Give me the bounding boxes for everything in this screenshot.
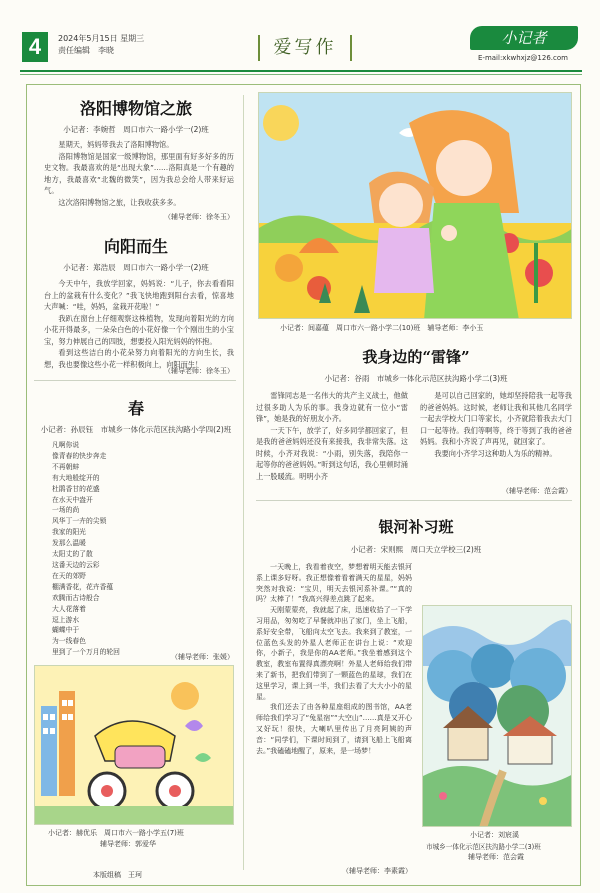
byline-spring: 小记者：孙辰钰 市城乡一体化示范区扶沟路小学四(2)班	[40, 425, 232, 434]
paragraph: 雷锋同志是一名伟大的共产主义战士，他做过很多助人为乐的事。我身边就有一位小“雷锋”，她是我的好朋友小齐。	[256, 391, 408, 423]
motorbike-drawing	[35, 666, 234, 825]
article-title-luoyang: 洛阳博物馆之旅	[79, 99, 192, 118]
byline-luoyang: 小记者：李婉哲 周口市六一路小学一(2)班	[63, 125, 209, 134]
poem-line: 发那么温暖	[52, 539, 86, 548]
teacher-xiangyang: （辅导老师：徐冬玉）	[164, 367, 234, 375]
article-body-leifeng-col2	[420, 390, 572, 459]
byline-leifeng: 小记者：谷雨 市城乡一体化示范区扶沟路小学二(3)班	[324, 374, 508, 383]
village-drawing	[423, 606, 572, 827]
article-body-yinhe	[256, 562, 412, 756]
poem-line: 这番天边的云彩	[52, 560, 100, 569]
article-title-leifeng: 我身边的“雷锋”	[362, 348, 470, 366]
paragraph: 一天晚上，我看着夜空，梦想着明天能去银河系上课多好呀。我正想像着看着满天的星星，妈妈突然对我说：“宝贝，明天去银河系补课。”“真的吗？太棒了！”我高兴得差点跳了起来。	[256, 563, 412, 604]
poem-line: 杜鹃香甘的花盛	[52, 484, 100, 493]
caption-village-teacher: 辅导老师：范会霞	[468, 853, 524, 861]
poem-line: 一场的尚	[52, 506, 80, 515]
paragraph: 我要向小齐学习这种助人为乐的精神。	[434, 448, 557, 458]
poem-line: 为一线春色	[52, 637, 86, 646]
poem-line: 凡啊你说	[52, 441, 80, 449]
header-rule	[20, 70, 582, 72]
paragraph: 看到这些洁白的小花朵努力向着阳光的方向生长，我想，我也要像这些小花一样积极向上，向阳而生！	[44, 348, 234, 369]
paragraph: 天刚蒙蒙亮，我就起了床，迅速收拾了一下学习用品，匆匆吃了早餐就冲出了家门，坐上飞船，系好安全带，飞船向太空飞去。我来到了教室，一位蓝色头发的外星人老师正在讲台上说：“欢迎你，小新子，我是你的AA老师。”我坐着感到这个教室，教室布置得真漂亮啊！外星人老师给我们带来了新书，把我们带到了一颗蓝色的星球，我们在这里学习，课上到一半，我们去看了大大小小的星星。	[256, 606, 412, 701]
caption-village: 小记者：刘宸溪	[470, 831, 519, 839]
paragraph: 星期天，妈妈带我去了洛阳博物馆。	[58, 140, 174, 149]
editor-credit: 责任编辑 李晓	[58, 46, 114, 55]
poem-line: 在天的郊野	[52, 571, 86, 580]
article-body-luoyang	[44, 139, 234, 208]
paragraph: 我们还去了由各种星座组成的图书馆，AA老师给我们学习了“兔星宿”“大空山”……真是又开心又好玩！很快，大喇叭里传出了月亮阿姨的声音：“同学们，下课时间到了，请到飞船上飞船离去。”我磕磕地醒了，原来，是一场梦！	[256, 703, 412, 755]
article-title-yinhe: 银河补习班	[378, 518, 454, 536]
article-body-xiangyang	[44, 278, 234, 370]
caption-mother-daughter: 小记者：间嘉蕴 周口市六一路小学二(10)班 辅导老师：李小玉	[280, 324, 484, 332]
issue-date: 2024年5月15日 星期三	[58, 34, 145, 43]
caption-motorbike-teacher: 辅导老师：郭爱华	[100, 840, 156, 848]
footer-credit: 本版组稿 王珂	[93, 871, 142, 879]
header-meta	[58, 33, 144, 57]
mother-daughter-drawing	[259, 93, 572, 319]
divider	[34, 380, 236, 381]
column-separator	[243, 95, 244, 870]
paragraph: 这次洛阳博物馆之旅，让我收获多多。	[58, 197, 181, 207]
teacher-luoyang: （辅导老师：徐冬玉）	[164, 213, 234, 221]
article-body-leifeng-col1	[256, 390, 408, 482]
teacher-spring: （辅导老师：张媛）	[171, 653, 234, 661]
poem-line: 风华丁一卉的尖锁	[52, 517, 107, 526]
poem-line: 在水天中盎开	[52, 495, 93, 504]
poem-line: 不再朝蚌	[52, 462, 80, 471]
teacher-leifeng: （辅导老师：范会霞）	[502, 487, 572, 495]
illustration-village	[422, 605, 572, 827]
poem-line: 里到了一个万月的轮回	[52, 648, 120, 657]
teacher-yinhe: （辅导老师：李素霞）	[342, 867, 412, 875]
header-rule-thin	[20, 74, 582, 75]
poem-line: 太阳丈的了散	[52, 550, 93, 559]
poem-line: 有大地般绽开的	[52, 473, 100, 482]
poem-line: 像青春的快步奔走	[52, 451, 107, 460]
page-number: 4	[22, 32, 48, 62]
brand-badge: 小记者	[470, 26, 578, 50]
poem-body-spring	[52, 440, 192, 658]
caption-motorbike: 小记者：赫优乐 周口市六一路小学五(7)班	[48, 829, 184, 837]
column-name: 爱写作	[258, 35, 352, 61]
poem-line: 蝴蝶中于	[52, 626, 80, 635]
paragraph: 今天中午，我放学回家，妈妈说：“儿子，你去看看阳台上的盆栽有什么变化？”我飞快地跑到阳台去看，惊喜地大声喊：“哇，妈妈，盆栽开花啦！”	[44, 279, 234, 311]
poem-line: 我家的阳光	[52, 528, 86, 537]
illustration-mother-daughter	[258, 92, 572, 319]
poem-line: 棚满香花，花卉香蕴	[52, 582, 114, 591]
poem-line: 大人花落着	[52, 604, 86, 613]
divider	[256, 500, 572, 501]
byline-yinhe: 小记者：宋则熙 周口天立学校三(2)班	[350, 545, 482, 554]
article-title-spring: 春	[127, 399, 144, 418]
article-title-xiangyang: 向阳而生	[103, 237, 168, 256]
paragraph: 一天下午，放学了，好多同学都回家了，但是我的爸爸妈妈还没有来接我，我非常失落。这时候，小齐对我说：“小雨，别失落，我陪你一起等你的爸爸妈妈。”听到这句话，我心里顿时涌上一股暖流。明明小齐	[256, 425, 408, 481]
illustration-motorbike	[34, 665, 234, 825]
poem-line: 逗上游水	[52, 615, 80, 624]
byline-xiangyang: 小记者：郑浩辰 周口市六一路小学一(2)班	[63, 263, 209, 272]
contact-email[interactable]: E-mail:xkwhxjz@126.com	[478, 54, 568, 62]
poem-line: 欢腾而古诗般合	[52, 593, 100, 602]
paragraph: 是可以自己回家的，她却坚持陪我一起等我的爸爸妈妈。这时候，老师让我和其他几名同学一起去学校大门口等家长，小齐就陪着我去大门口一起等待。我们等啊等，终于等到了我的爸爸妈妈。我和小齐说了声再见，就回家了。	[420, 391, 572, 446]
caption-village-school: 市城乡一体化示范区扶沟路小学二(3)班	[426, 843, 541, 851]
paragraph: 我趴在窗台上仔细观察这株植物，发现向着阳光的方向小花开得最多，一朵朵白色的小花好像一个个刚出生的小宝宝，努力伸展自己的四肢，想要投入阳光妈妈的怀抱。	[44, 313, 234, 346]
paragraph: 洛阳博物馆是国家一级博物馆，那里面有好多好多的历史文物。我最喜欢的是“出现大象”……洛阳真是一个有趣的地方，我最喜欢“北魏的微笑”，因为我总会给人带来好运气。	[44, 151, 234, 195]
